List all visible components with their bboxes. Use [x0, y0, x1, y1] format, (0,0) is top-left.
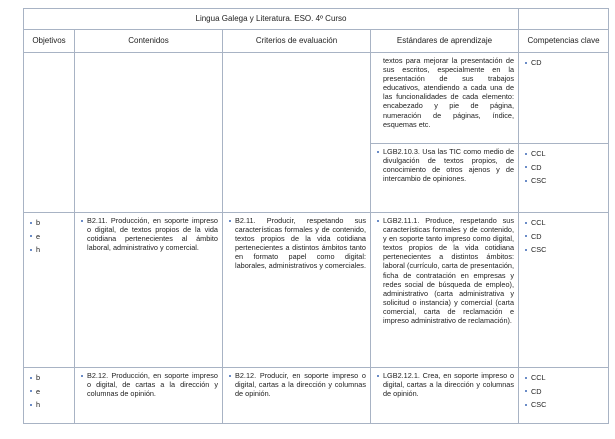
competencias-cell — [519, 144, 609, 213]
competencia-item: CSC — [524, 245, 604, 254]
estandar-text: LGB2.12.1. Crea, en soporte impreso o digital, cartas a la dirección y columnas de opinión. — [376, 371, 514, 398]
competencia-item: CCL — [524, 373, 604, 382]
criterios-cell — [223, 368, 371, 424]
estandares-cell — [371, 213, 519, 368]
estandar-text: textos para mejorar la presentación de sus escritos, especialmente en la presentación de sus trabajos educativos, atendiendo a cada una de las funcionalidades de cada elemento: encabezado y pie de página, numeración de páginas, índice, esquemas etc. — [383, 56, 515, 129]
table-row — [24, 368, 609, 424]
curriculum-table — [23, 8, 609, 424]
objetivo-item: e — [29, 387, 70, 396]
competencia-item: CD — [524, 58, 604, 67]
competencia-item: CSC — [524, 400, 604, 409]
header-estandares: Estándares de aprendizaje — [371, 30, 519, 53]
header-criterios: Criterios de evaluación — [223, 30, 371, 53]
objetivo-item: h — [29, 400, 70, 409]
competencias-cell — [519, 53, 609, 144]
objetivo-item: e — [29, 232, 70, 241]
criterios-cell — [223, 53, 371, 213]
table-row — [24, 53, 609, 144]
title-row — [24, 9, 609, 30]
competencia-item: CCL — [524, 149, 604, 158]
competencia-item: CD — [524, 387, 604, 396]
competencia-item: CCL — [524, 218, 604, 227]
objetivo-item: b — [29, 373, 70, 382]
objetivos-cell — [24, 368, 75, 424]
competencias-cell — [519, 368, 609, 424]
header-contenidos: Contenidos — [75, 30, 223, 53]
contenidos-cell — [75, 213, 223, 368]
title-row-empty-cell — [519, 9, 609, 30]
objetivos-cell — [24, 213, 75, 368]
objetivo-item: h — [29, 245, 70, 254]
header-row — [24, 30, 609, 53]
criterio-text: B2.11. Producir, respetando sus características formales y de contenido, textos propios de la vida cotidiana pertenecientes a distintos ámbitos tanto en formato papel como digital: laborales, administrativos y comerciales. — [228, 216, 366, 271]
estandares-cell — [371, 144, 519, 213]
competencias-cell — [519, 213, 609, 368]
contenido-text: B2.12. Producción, en soporte impreso o digital, de cartas a la dirección y columnas de opinión. — [80, 371, 218, 398]
criterios-cell — [223, 213, 371, 368]
objetivo-item: b — [29, 218, 70, 227]
estandares-cell — [371, 53, 519, 144]
criterio-text: B2.12. Producir, en soporte impreso o digital, cartas a la dirección y columnas de opinión. — [228, 371, 366, 398]
table-row — [24, 213, 609, 368]
contenidos-cell — [75, 53, 223, 213]
header-competencias: Competencias clave — [519, 30, 609, 53]
estandar-text: LGB2.10.3. Usa las TIC como medio de divulgación de textos propios, de conocimiento de otros ajenos y de intercambio de opiniones. — [376, 147, 514, 183]
estandar-text: LGB2.11.1. Produce, respetando sus características formales y de contenido, y en soporte tanto impreso como digital, textos propios de la vida cotidiana pertenecientes a distintos ámbitos: laboral (currículo, carta de presentación, ficha de contratación en empresas y redes social de búsqueda de empleo), administrativo (carta administrativa y solicitud o instancia) y comercial (carta comercial, carta de reclamación e impreso administrativo de reclamación). — [376, 216, 514, 325]
contenidos-cell — [75, 368, 223, 424]
competencia-item: CD — [524, 163, 604, 172]
table-title: Lingua Galega y Literatura. ESO. 4º Curso — [24, 9, 519, 30]
contenido-text: B2.11. Producción, en soporte impreso o digital, de textos propios de la vida cotidiana pertenecientes al ámbito laboral, administrativo y comercial. — [80, 216, 218, 252]
objetivos-cell — [24, 53, 75, 213]
estandares-cell — [371, 368, 519, 424]
competencia-item: CSC — [524, 176, 604, 185]
competencia-item: CD — [524, 232, 604, 241]
header-objetivos: Objetivos — [24, 30, 75, 53]
